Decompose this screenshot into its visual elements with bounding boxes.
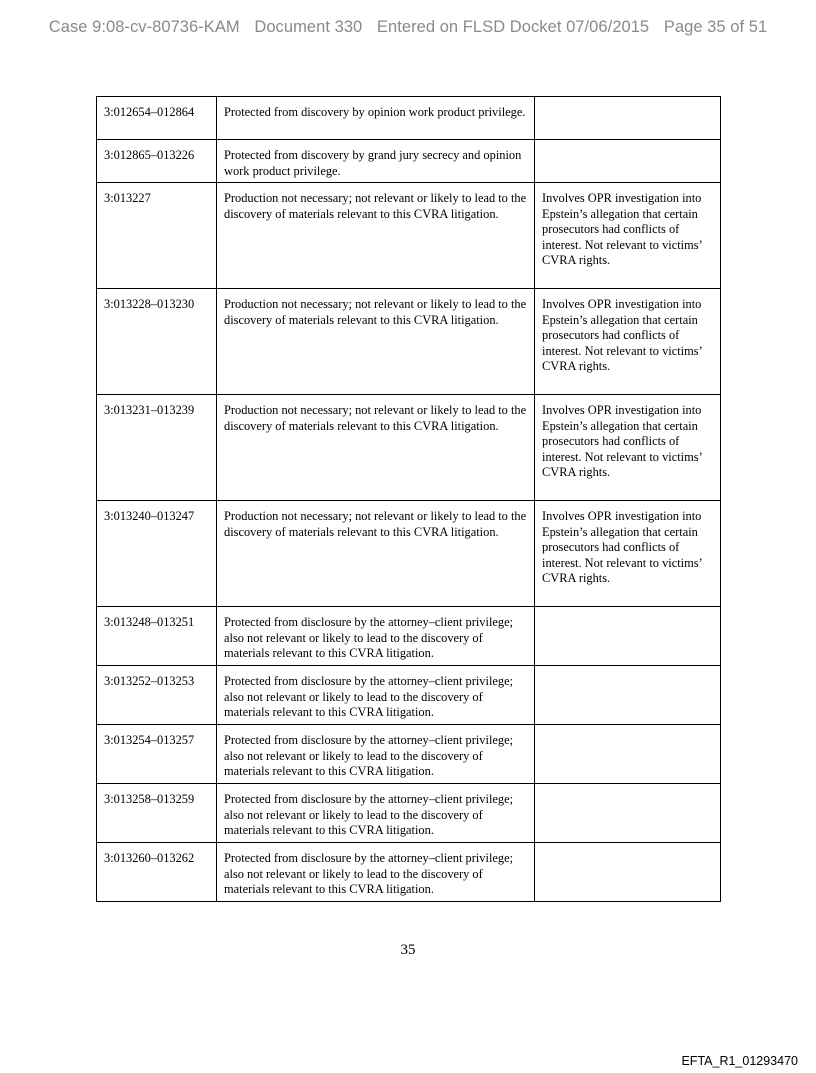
note-cell: Involves OPR investigation into Epstein’s allegation that certain prosecutors had conflicts of interest. Not relevant to victims’ CVRA rights.	[535, 183, 721, 289]
note-cell	[535, 140, 721, 183]
note-cell	[535, 843, 721, 902]
reason-cell: Protected from disclosure by the attorney–client privilege; also not relevant or likely to lead to the discovery of materials relevant to this CVRA litigation.	[217, 607, 535, 666]
note-cell: Involves OPR investigation into Epstein’s allegation that certain prosecutors had conflicts of interest. Not relevant to victims’ CVRA rights.	[535, 395, 721, 501]
note-cell	[535, 607, 721, 666]
reason-cell: Protected from disclosure by the attorney–client privilege; also not relevant or likely to lead to the discovery of materials relevant to this CVRA litigation.	[217, 784, 535, 843]
bates-range-cell: 3:013231–013239	[97, 395, 217, 501]
bates-range-cell: 3:013228–013230	[97, 289, 217, 395]
reason-cell: Protected from discovery by opinion work product privilege.	[217, 97, 535, 140]
reason-cell: Protected from discovery by grand jury secrecy and opinion work product privilege.	[217, 140, 535, 183]
document-number: Document 330	[254, 18, 363, 36]
note-cell: Involves OPR investigation into Epstein’s allegation that certain prosecutors had conflicts of interest. Not relevant to victims’ CVRA rights.	[535, 501, 721, 607]
docket-entry: Entered on FLSD Docket 07/06/2015	[376, 18, 650, 36]
bates-range-cell: 3:013227	[97, 183, 217, 289]
table-row	[97, 725, 721, 784]
reason-cell: Production not necessary; not relevant or likely to lead to the discovery of materials relevant to this CVRA litigation.	[217, 395, 535, 501]
bates-range-cell: 3:012865–013226	[97, 140, 217, 183]
bates-range-cell: 3:012654–012864	[97, 97, 217, 140]
reason-cell: Production not necessary; not relevant or likely to lead to the discovery of materials relevant to this CVRA litigation.	[217, 183, 535, 289]
bates-range-cell: 3:013258–013259	[97, 784, 217, 843]
bates-range-cell: 3:013248–013251	[97, 607, 217, 666]
reason-cell: Protected from disclosure by the attorney–client privilege; also not relevant or likely to lead to the discovery of materials relevant to this CVRA litigation.	[217, 843, 535, 902]
reason-cell: Production not necessary; not relevant or likely to lead to the discovery of materials relevant to this CVRA litigation.	[217, 289, 535, 395]
bates-range-cell: 3:013240–013247	[97, 501, 217, 607]
bates-stamp: EFTA_R1_01293470	[681, 1054, 798, 1068]
case-header	[0, 18, 816, 37]
page-indicator: Page 35 of 51	[663, 18, 768, 36]
bates-range-cell: 3:013252–013253	[97, 666, 217, 725]
case-number: Case 9:08-cv-80736-KAM	[48, 18, 240, 36]
reason-cell: Protected from disclosure by the attorney–client privilege; also not relevant or likely to lead to the discovery of materials relevant to this CVRA litigation.	[217, 725, 535, 784]
note-cell	[535, 666, 721, 725]
reason-cell: Protected from disclosure by the attorney–client privilege; also not relevant or likely to lead to the discovery of materials relevant to this CVRA litigation.	[217, 666, 535, 725]
table-row	[97, 97, 721, 140]
table-row	[97, 843, 721, 902]
table-row	[97, 289, 721, 395]
note-cell	[535, 97, 721, 140]
table-row	[97, 183, 721, 289]
reason-cell: Production not necessary; not relevant or likely to lead to the discovery of materials relevant to this CVRA litigation.	[217, 501, 535, 607]
table-row	[97, 784, 721, 843]
note-cell	[535, 725, 721, 784]
page-number: 35	[400, 942, 416, 958]
note-cell	[535, 784, 721, 843]
table-row	[97, 607, 721, 666]
bates-range-cell: 3:013254–013257	[97, 725, 217, 784]
table-row	[97, 395, 721, 501]
table-row	[97, 666, 721, 725]
table-row	[97, 140, 721, 183]
privilege-log-table	[96, 96, 721, 902]
note-cell: Involves OPR investigation into Epstein’s allegation that certain prosecutors had conflicts of interest. Not relevant to victims’ CVRA rights.	[535, 289, 721, 395]
bates-range-cell: 3:013260–013262	[97, 843, 217, 902]
table-row	[97, 501, 721, 607]
